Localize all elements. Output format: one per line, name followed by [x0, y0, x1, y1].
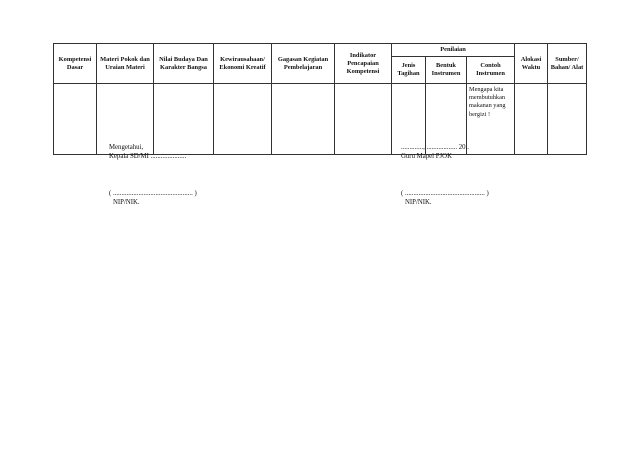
header-sumber-bahan-alat: Sumber/ Bahan/ Alat	[548, 44, 587, 84]
header-gagasan-kegiatan: Gagasan Kegiatan Pembelajaran	[272, 44, 335, 84]
header-materi-pokok: Materi Pokok dan Uraian Materi	[97, 44, 154, 84]
header-penilaian: Penilaian	[392, 44, 515, 57]
cell-contoh-instrumen	[467, 84, 515, 155]
cell-indikator	[335, 84, 392, 155]
cell-kewirausahaan	[214, 84, 272, 155]
header-alokasi-waktu: Alokasi Waktu	[515, 44, 548, 84]
header-nilai-budaya: Nilai Budaya Dan Karakter Bangsa	[154, 44, 214, 84]
cell-alokasi-waktu	[515, 84, 548, 155]
kepala-sekolah-label: Kepala SD/MI .....................	[109, 153, 187, 161]
guru-mapel-label: Guru Mapel PJOK	[401, 153, 452, 161]
signature-right-footer	[401, 189, 489, 207]
contoh-instrumen-text: Mengapa kita membutuhkan makanan yang bergizi !	[469, 86, 506, 118]
signature-left-header	[109, 143, 186, 161]
cell-gagasan-kegiatan	[272, 84, 335, 155]
nip-left: NIP/NIK.	[113, 199, 140, 207]
header-indikator: Indikator Pencapaian Kompetensi	[335, 44, 392, 84]
header-jenis-tagihan: Jenis Tagihan	[392, 57, 426, 84]
header-bentuk-instrumen: Bentuk Instrumen	[426, 57, 467, 84]
cell-kompetensi-dasar	[54, 84, 97, 155]
name-placeholder-right: ( ............................................... )	[401, 190, 489, 197]
header-kompetensi-dasar: Kompetensi Dasar	[54, 44, 97, 84]
mengetahui-label: Mengetahui,	[109, 144, 144, 151]
lesson-plan-table	[53, 43, 587, 155]
signature-right-header	[401, 143, 469, 161]
name-placeholder-left: ( ............................................... )	[109, 190, 197, 197]
nip-right: NIP/NIK.	[405, 199, 432, 207]
cell-sumber	[548, 84, 587, 155]
header-kewirausahaan: Kewirausahaan/ Ekonomi Kreatif	[214, 44, 272, 84]
signature-left-footer	[109, 189, 197, 207]
place-date-line: ............., .................. 20..	[401, 144, 469, 151]
header-contoh-instrumen: Contoh Instrumen	[467, 57, 515, 84]
